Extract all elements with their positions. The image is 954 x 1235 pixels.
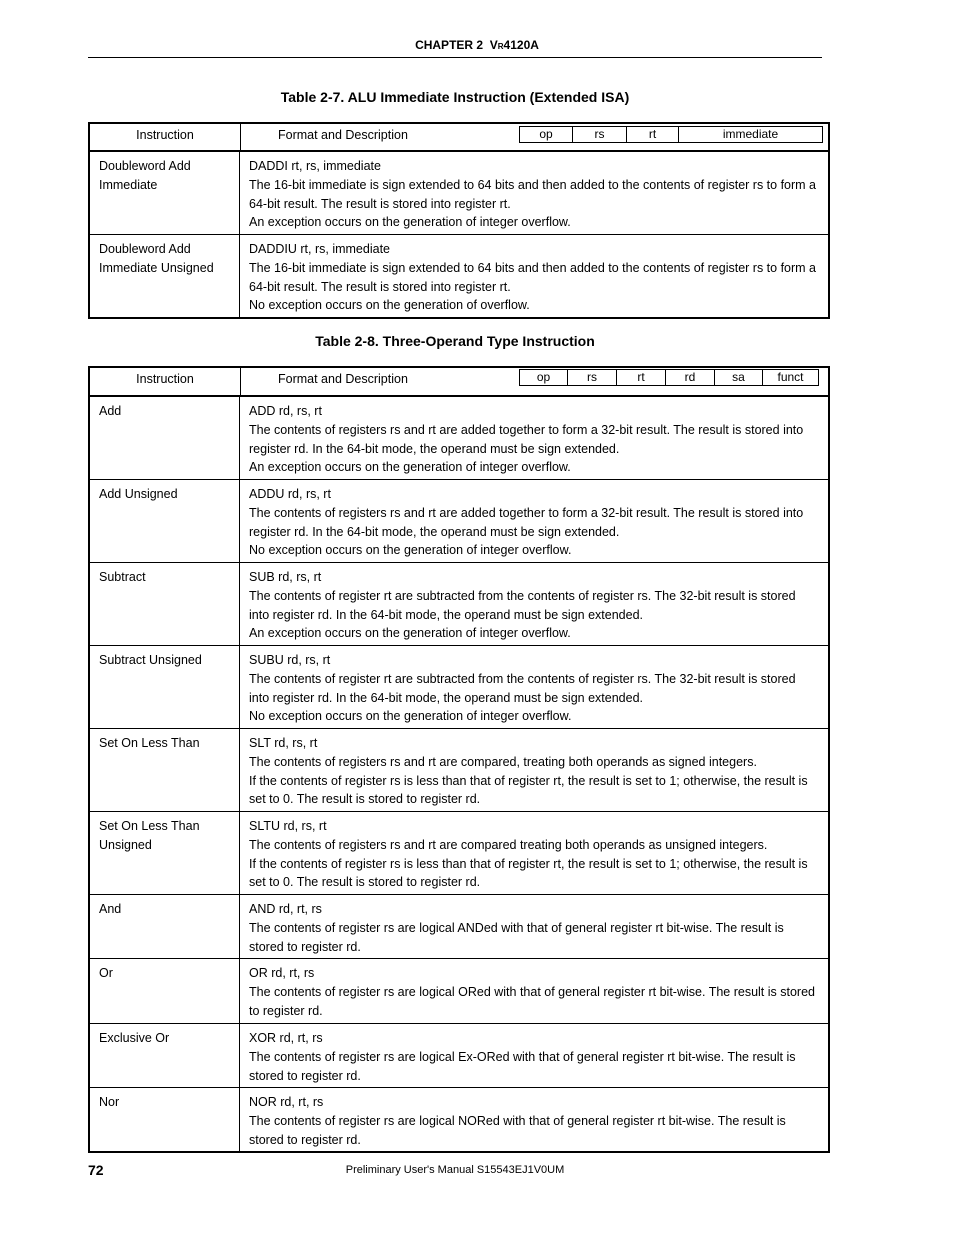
instruction-format: SLT rd, rs, rt — [249, 736, 318, 750]
instruction-format: OR rd, rt, rs — [249, 966, 315, 980]
field-op: op — [539, 127, 553, 141]
table2-caption: Table 2-8. Three-Operand Type Instruction — [315, 333, 595, 349]
instruction-name — [90, 480, 240, 562]
instruction-name — [90, 646, 240, 728]
instruction-name-line: Add Unsigned — [99, 487, 178, 501]
instruction-field-layout — [519, 126, 823, 143]
description-line: set to 0. The result is stored to register rd. — [249, 792, 481, 807]
instruction-description — [240, 1024, 828, 1087]
instruction-description — [240, 152, 828, 234]
instruction-name-line: Subtract — [99, 570, 146, 584]
description-line: stored to register rd. — [249, 1068, 361, 1083]
instruction-description — [240, 812, 828, 894]
instruction-description — [240, 1088, 828, 1151]
table-body — [90, 397, 828, 1151]
description-line: The contents of register rt are subtracted from the contents of register rs. The 32-bit result is stored — [249, 671, 796, 686]
description-line: An exception occurs on the generation of integer overflow. — [249, 215, 571, 230]
alu-immediate-table — [88, 122, 830, 319]
description-line: If the contents of register rs is less than that of register rt, the result is set to 1; otherwise, the result is — [249, 856, 808, 871]
page-number: 72 — [88, 1162, 104, 1178]
table1-caption: Table 2-7. ALU Immediate Instruction (Extended ISA) — [280, 89, 630, 105]
description-line: An exception occurs on the generation of integer overflow. — [249, 460, 571, 475]
instruction-format: ADD rd, rs, rt — [249, 404, 322, 418]
description-line: set to 0. The result is stored to register rd. — [249, 875, 481, 890]
instruction-description — [240, 480, 828, 562]
description-line: register rd. In the 64-bit mode, the operand must be sign extended. — [249, 524, 620, 539]
instruction-description — [240, 729, 828, 811]
instruction-format: SUBU rd, rs, rt — [249, 653, 331, 667]
instruction-description — [240, 235, 828, 317]
description-line: The contents of registers rs and rt are added together to form a 32-bit result. The result is stored into — [249, 422, 804, 437]
instruction-format: XOR rd, rt, rs — [249, 1031, 323, 1045]
description-line: If the contents of register rs is less than that of register rt, the result is set to 1; otherwise, the result is — [249, 773, 808, 788]
description-line: The contents of register rs are logical Ex-ORed with that of general register rt bit-wise. The result is — [249, 1049, 796, 1064]
field-funct: funct — [762, 370, 818, 385]
instruction-description — [240, 959, 828, 1023]
instruction-name-line: Immediate — [99, 177, 158, 192]
description-line: No exception occurs on the generation of overflow. — [249, 298, 530, 313]
instruction-format: SUB rd, rs, rt — [249, 570, 322, 584]
format-column-header: Format and Description — [278, 372, 408, 386]
instruction-format: DADDI rt, rs, immediate — [249, 159, 381, 173]
description-line: No exception occurs on the generation of integer overflow. — [249, 543, 572, 558]
format-column-header: Format and Description — [278, 128, 408, 142]
description-line: The 16-bit immediate is sign extended to 64 bits and then added to the contents of register rs to form a — [249, 177, 816, 192]
description-line: 64-bit result. The result is stored into register rt. — [249, 279, 511, 294]
table-header — [90, 124, 828, 152]
description-line: into register rd. In the 64-bit mode, the operand must be sign extended. — [249, 607, 643, 622]
description-line: The contents of register rs are logical ORed with that of general register rt bit-wise. The result is stored — [249, 984, 815, 999]
table-header — [90, 368, 828, 397]
description-line: to register rd. — [249, 1003, 323, 1018]
instruction-name — [90, 895, 240, 958]
description-line: The contents of register rt are subtracted from the contents of register rs. The 32-bit result is stored — [249, 588, 796, 603]
instruction-name — [90, 397, 240, 479]
instruction-name-line: Exclusive Or — [99, 1031, 170, 1045]
chapter-label: CHAPTER 2 — [415, 38, 484, 52]
description-line: register rd. In the 64-bit mode, the operand must be sign extended. — [249, 441, 620, 456]
field-rs: rs — [572, 127, 626, 142]
table-row — [90, 1023, 828, 1087]
table-row — [90, 234, 828, 317]
instruction-name-line: And — [99, 902, 122, 916]
instruction-name — [90, 729, 240, 811]
instruction-name-line: Doubleword Add — [99, 242, 191, 256]
field-rd: rd — [665, 370, 714, 385]
chapter-header — [0, 38, 954, 52]
instruction-description — [240, 563, 828, 645]
description-line: The contents of register rs are logical ANDed with that of general register rt bit-wise. The result is — [249, 920, 784, 935]
instruction-format: DADDIU rt, rs, immediate — [249, 242, 390, 256]
instruction-format: NOR rd, rt, rs — [249, 1095, 324, 1109]
instruction-format: ADDU rd, rs, rt — [249, 487, 331, 501]
instruction-format: SLTU rd, rs, rt — [249, 819, 327, 833]
instruction-column-header: Instruction — [136, 128, 194, 142]
table-row — [90, 397, 828, 479]
instruction-name — [90, 1024, 240, 1087]
instruction-format: AND rd, rt, rs — [249, 902, 322, 916]
instruction-description — [240, 397, 828, 479]
table-row — [90, 1087, 828, 1151]
instruction-name — [90, 563, 240, 645]
table-row — [90, 645, 828, 728]
description-line: The 16-bit immediate is sign extended to 64 bits and then added to the contents of register rs to form a — [249, 260, 816, 275]
instruction-name-line: Unsigned — [99, 837, 152, 852]
description-line: The contents of registers rs and rt are added together to form a 32-bit result. The result is stored into — [249, 505, 804, 520]
product-prefix: V — [489, 38, 498, 52]
instruction-name — [90, 152, 240, 234]
header-rule — [88, 57, 822, 58]
instruction-description — [240, 646, 828, 728]
description-line: into register rd. In the 64-bit mode, the operand must be sign extended. — [249, 690, 643, 705]
description-line: 64-bit result. The result is stored into register rt. — [249, 196, 511, 211]
table-row — [90, 152, 828, 234]
field-op: op — [536, 370, 551, 384]
instruction-name-line: Immediate Unsigned — [99, 260, 214, 275]
description-line: An exception occurs on the generation of integer overflow. — [249, 626, 571, 641]
table-body — [90, 152, 828, 317]
instruction-name-line: Subtract Unsigned — [99, 653, 202, 667]
field-sa: sa — [714, 370, 762, 385]
instruction-description — [240, 895, 828, 958]
instruction-name-line: Set On Less Than — [99, 736, 200, 750]
product-model: 4120A — [503, 38, 539, 52]
field-rt: rt — [626, 127, 678, 142]
instruction-name-line: Doubleword Add — [99, 159, 191, 173]
description-line: No exception occurs on the generation of integer overflow. — [249, 709, 572, 724]
instruction-name — [90, 235, 240, 317]
description-line: stored to register rd. — [249, 939, 361, 954]
instruction-name-line: Set On Less Than — [99, 819, 200, 833]
field-rs: rs — [567, 370, 616, 385]
instruction-name — [90, 959, 240, 1023]
description-line: The contents of registers rs and rt are compared treating both operands as unsigned integers. — [249, 837, 768, 852]
instruction-name-line: Nor — [99, 1095, 120, 1109]
table-row — [90, 958, 828, 1023]
description-line: The contents of register rs are logical NORed with that of general register rt bit-wise. The result is — [249, 1113, 786, 1128]
table-row — [90, 479, 828, 562]
instruction-name — [90, 812, 240, 894]
table-row — [90, 811, 828, 894]
manual-footer: Preliminary User's Manual S15543EJ1V0UM — [345, 1164, 565, 1176]
instruction-column-header: Instruction — [136, 372, 194, 386]
product-sub: R — [497, 42, 504, 51]
description-line: The contents of registers rs and rt are compared, treating both operands as signed integers. — [249, 754, 757, 769]
instruction-name-line: Add — [99, 404, 122, 418]
instruction-name-line: Or — [99, 966, 113, 980]
field-immediate: immediate — [678, 127, 822, 142]
instruction-name — [90, 1088, 240, 1151]
table-row — [90, 894, 828, 958]
instruction-field-layout — [519, 369, 819, 386]
three-operand-table — [88, 366, 830, 1153]
description-line: stored to register rd. — [249, 1132, 361, 1147]
field-rt: rt — [616, 370, 665, 385]
table-row — [90, 562, 828, 645]
table-row — [90, 728, 828, 811]
